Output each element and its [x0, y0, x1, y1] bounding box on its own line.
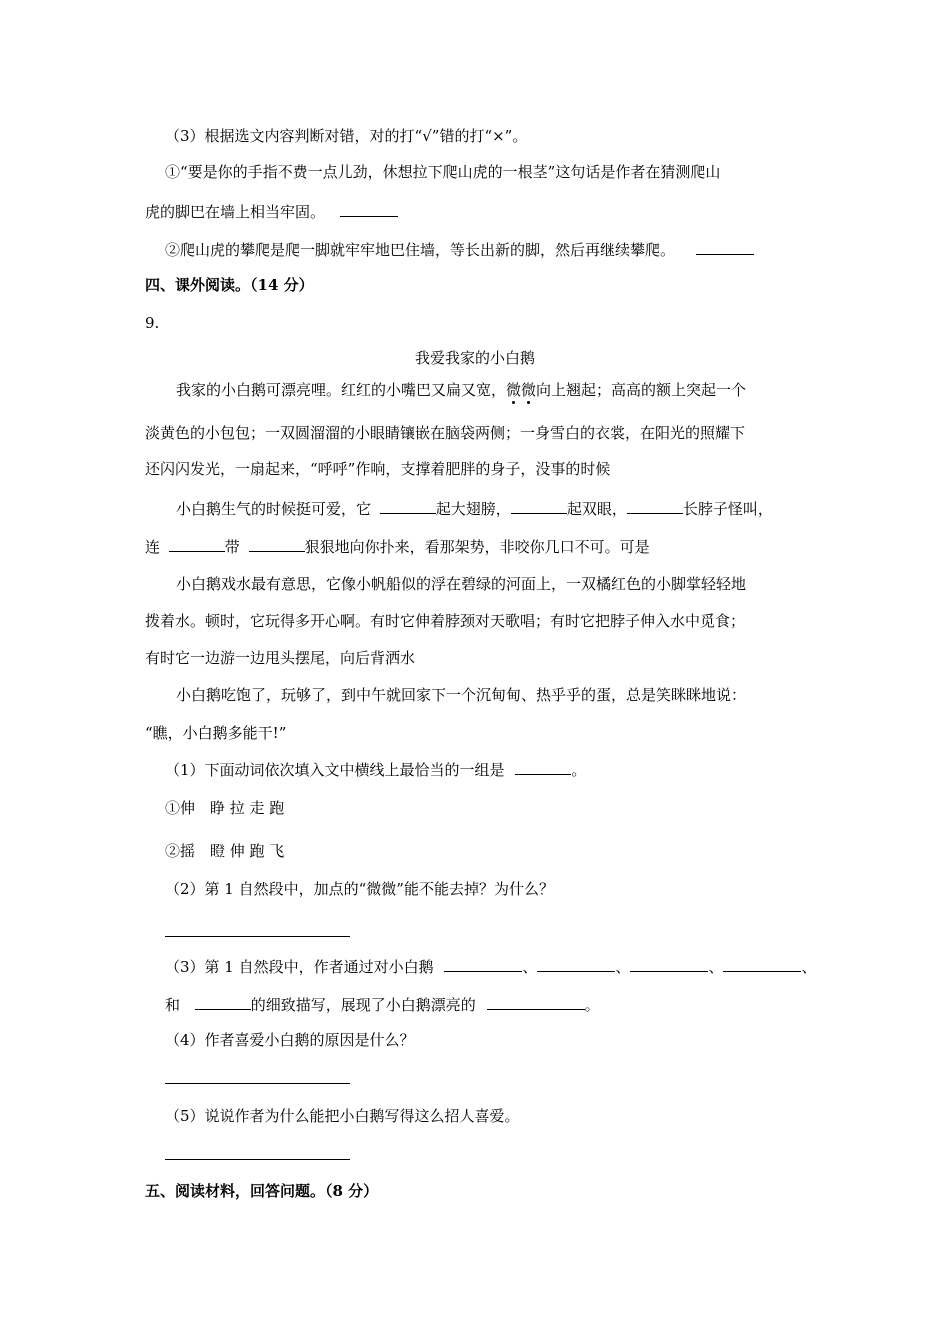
punctuation: 、	[522, 958, 538, 976]
passage-p3-line1: 小白鹅戏水最有意思，它像小帆船似的浮在碧绿的河面上，一双橘红色的小脚掌轻轻地	[176, 575, 747, 593]
q3-item1-line2	[145, 200, 398, 223]
subquestion-text: 和	[165, 996, 181, 1014]
subquestion-4: （4）作者喜爱小白鹅的原因是什么？	[165, 1031, 415, 1049]
subquestion-1	[165, 758, 586, 781]
passage-text: 我家的小白鹅可漂亮哩。红红的小嘴巴又扁又宽，	[176, 381, 507, 399]
punctuation: 。	[584, 996, 600, 1014]
fill-blank[interactable]	[511, 497, 567, 514]
q3-item1-text: 虎的脚巴在墙上相当牢固。	[145, 203, 326, 221]
passage-p1-line2: 淡黄色的小包包；一双圆溜溜的小眼睛镶嵌在脑袋两侧；一身雪白的衣裳，在阳光的照耀下	[145, 424, 746, 442]
passage-text: 长脖子怪叫，	[682, 500, 773, 518]
answer-blank[interactable]	[340, 200, 398, 217]
subquestion-text: （3）第 1 自然段中，作者通过对小白鹅	[165, 958, 434, 976]
answer-line[interactable]	[165, 1159, 350, 1160]
passage-p4-line1: 小白鹅吃饱了，玩够了，到中午就回家下一个沉甸甸、热乎乎的蛋，总是笑眯眯地说：	[176, 686, 747, 704]
emphasis-dot-char: 微	[506, 381, 522, 399]
punctuation: 、	[615, 958, 631, 976]
punctuation: 。	[571, 761, 587, 779]
passage-text: 起大翅膀，	[435, 500, 511, 518]
passage-text: 连	[145, 538, 161, 556]
answer-blank[interactable]	[487, 993, 585, 1010]
passage-text: 狠狠地向你扑来，看那架势，非咬你几口不可。可是	[304, 538, 650, 556]
passage-p1-line1	[176, 379, 746, 401]
q3-item2-text: ②爬山虎的攀爬是爬一脚就牢牢地巴住墙，等长出新的脚，然后再继续攀爬。	[165, 241, 676, 259]
subquestion-3-line1	[165, 955, 816, 978]
fill-blank[interactable]	[249, 535, 305, 552]
option-1: ①伸 睁 拉 走 跑	[165, 799, 285, 817]
section-heading: 四、课外阅读。（14 分）	[145, 276, 314, 294]
fill-blank[interactable]	[380, 497, 436, 514]
answer-blank[interactable]	[630, 955, 708, 972]
punctuation: 、	[708, 958, 724, 976]
fill-blank[interactable]	[627, 497, 683, 514]
passage-text: 向上翘起；高高的额上突起一个	[536, 381, 747, 399]
q3-header: （3）根据选文内容判断对错，对的打“√”错的打“×”。	[165, 127, 528, 145]
question-number: 9.	[145, 314, 160, 332]
subquestion-5: （5）说说作者为什么能把小白鹅写得这么招人喜爱。	[165, 1107, 520, 1125]
section-heading: 五、阅读材料，回答问题。（8 分）	[145, 1182, 379, 1200]
passage-text: 小白鹅生气的时候挺可爱，它	[176, 500, 372, 518]
subquestion-text: 的细致描写，展现了小白鹅漂亮的	[250, 996, 476, 1014]
q3-item2	[165, 238, 754, 261]
answer-blank[interactable]	[696, 238, 754, 255]
answer-line[interactable]	[165, 936, 350, 937]
answer-line[interactable]	[165, 1083, 350, 1084]
passage-title: 我爱我家的小白鹅	[414, 349, 535, 367]
answer-blank[interactable]	[515, 758, 571, 775]
passage-p4-line2: “瞧，小白鹅多能干!”	[145, 724, 287, 742]
answer-blank[interactable]	[195, 993, 251, 1010]
subquestion-text: （1）下面动词依次填入文中横线上最恰当的一组是	[165, 761, 505, 779]
subquestion-2: （2）第 1 自然段中，加点的“微微”能不能去掉？为什么？	[165, 880, 554, 898]
subquestion-3-line2	[165, 993, 600, 1016]
passage-p1-line3: 还闪闪发光，一扇起来，“呼呼”作响，支撑着肥胖的身子，没事的时候	[145, 460, 611, 478]
passage-p3-line3: 有时它一边游一边甩头摆尾，向后背洒水	[145, 649, 416, 667]
answer-blank[interactable]	[723, 955, 801, 972]
option-2: ②摇 瞪 伸 跑 飞	[165, 842, 285, 860]
emphasis-dot-char: 微	[521, 381, 537, 399]
passage-p3-line2: 拨着水。顿时，它玩得多开心啊。有时它伸着脖颈对天歌唱；有时它把脖子伸入水中觅食；	[145, 612, 746, 630]
fill-blank[interactable]	[169, 535, 225, 552]
answer-blank[interactable]	[444, 955, 522, 972]
passage-text: 带	[224, 538, 240, 556]
passage-text: 起双眼，	[566, 500, 627, 518]
passage-p2-line2	[145, 535, 650, 558]
punctuation: 、	[801, 958, 817, 976]
answer-blank[interactable]	[537, 955, 615, 972]
q3-item1-line1: ①“要是你的手指不费一点儿劲，休想拉下爬山虎的一根茎”这句话是作者在猜测爬山	[165, 163, 721, 181]
passage-p2-line1	[176, 497, 773, 520]
